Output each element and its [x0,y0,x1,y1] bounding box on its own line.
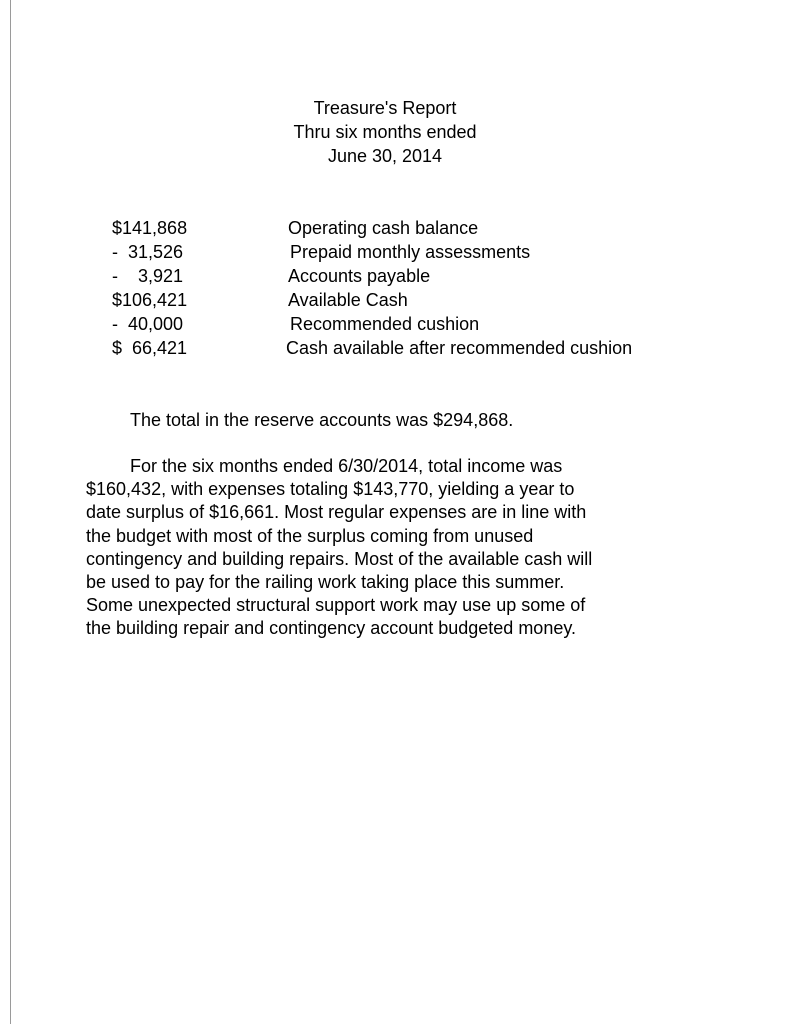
ledger-row-available-cash [112,288,752,312]
ledger-amount: - 40,000 [112,314,184,334]
ledger-amount: - 31,526 [112,242,184,262]
summary-line: $160,432, with expenses totaling $143,770, yielding a year to [86,479,575,500]
summary-line: For the six months ended 6/30/2014, total income was [130,456,563,476]
cash-ledger [112,216,752,360]
summary-line: the building repair and contingency account budgeted money. [86,618,577,639]
report-title: Treasure's Report [313,98,457,118]
report-date: June 30, 2014 [327,146,443,166]
ledger-row-operating-cash [112,216,752,240]
ledger-amount: $ 66,421 [112,338,188,358]
summary-line: the budget with most of the surplus coming from unused [86,525,534,546]
ledger-description: Operating cash balance [288,218,479,238]
report-subtitle: Thru six months ended [293,122,477,142]
ledger-description: Cash available after recommended cushion [286,338,633,358]
reserve-total-sentence: The total in the reserve accounts was $294,868. [130,410,514,430]
ledger-row-accounts-payable [112,264,752,288]
ledger-amount: $141,868 [112,218,188,238]
summary-line: contingency and building repairs. Most of the available cash will [86,548,593,569]
summary-line: Some unexpected structural support work may use up some of [86,595,586,616]
report-header [0,96,770,168]
ledger-row-prepaid-assessments [112,240,752,264]
ledger-amount: $106,421 [112,290,188,310]
ledger-amount: - 3,921 [112,266,184,286]
summary-paragraph [86,455,686,641]
ledger-row-recommended-cushion [112,312,752,336]
ledger-description: Accounts payable [288,266,431,286]
ledger-description: Recommended cushion [290,314,480,334]
ledger-description: Available Cash [288,290,408,310]
ledger-description: Prepaid monthly assessments [290,242,531,262]
summary-line: date surplus of $16,661. Most regular expenses are in line with [86,502,587,523]
ledger-row-cash-after-cushion [112,336,752,360]
summary-line: be used to pay for the railing work taking place this summer. [86,572,565,593]
